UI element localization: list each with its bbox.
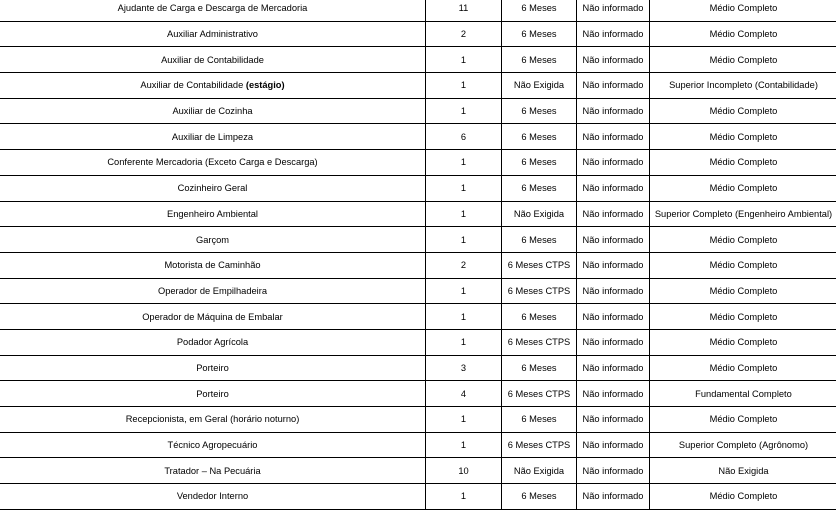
experience-cell: Não Exigida bbox=[502, 458, 577, 484]
table-row bbox=[0, 175, 836, 201]
education-cell: Superior Incompleto (Contabilidade) bbox=[650, 73, 836, 99]
info-cell: Não informado bbox=[577, 329, 650, 355]
info-cell: Não informado bbox=[577, 73, 650, 99]
experience-cell: 6 Meses CTPS bbox=[502, 329, 577, 355]
job-title-cell: Auxiliar Administrativo bbox=[0, 21, 426, 47]
job-title-cell: Porteiro bbox=[0, 355, 426, 381]
table-row bbox=[0, 0, 836, 21]
education-cell: Médio Completo bbox=[650, 407, 836, 433]
table-row bbox=[0, 227, 836, 253]
experience-cell: 6 Meses bbox=[502, 484, 577, 510]
table-row bbox=[0, 252, 836, 278]
experience-cell: 6 Meses bbox=[502, 175, 577, 201]
quantity-cell: 10 bbox=[426, 458, 502, 484]
info-cell: Não informado bbox=[577, 227, 650, 253]
experience-cell: 6 Meses bbox=[502, 47, 577, 73]
education-cell: Médio Completo bbox=[650, 21, 836, 47]
education-cell: Médio Completo bbox=[650, 304, 836, 330]
table-row bbox=[0, 355, 836, 381]
education-cell: Médio Completo bbox=[650, 150, 836, 176]
job-title-cell: Engenheiro Ambiental bbox=[0, 201, 426, 227]
experience-cell: 6 Meses bbox=[502, 355, 577, 381]
info-cell: Não informado bbox=[577, 21, 650, 47]
education-cell: Médio Completo bbox=[650, 124, 836, 150]
table-row bbox=[0, 458, 836, 484]
quantity-cell: 2 bbox=[426, 252, 502, 278]
job-title-cell: Garçom bbox=[0, 227, 426, 253]
quantity-cell: 1 bbox=[426, 98, 502, 124]
job-title-cell: Podador Agrícola bbox=[0, 329, 426, 355]
job-title-cell: Porteiro bbox=[0, 381, 426, 407]
experience-cell: 6 Meses bbox=[502, 124, 577, 150]
quantity-cell: 1 bbox=[426, 201, 502, 227]
quantity-cell: 1 bbox=[426, 73, 502, 99]
quantity-cell: 1 bbox=[426, 47, 502, 73]
table-row bbox=[0, 47, 836, 73]
info-cell: Não informado bbox=[577, 98, 650, 124]
info-cell: Não informado bbox=[577, 407, 650, 433]
education-cell: Não Exigida bbox=[650, 458, 836, 484]
quantity-cell: 1 bbox=[426, 304, 502, 330]
job-title-cell: Auxiliar de Contabilidade (estágio) bbox=[0, 73, 426, 99]
table-row bbox=[0, 484, 836, 510]
job-title-cell: Auxiliar de Limpeza bbox=[0, 124, 426, 150]
quantity-cell: 1 bbox=[426, 329, 502, 355]
table-row bbox=[0, 407, 836, 433]
table-row bbox=[0, 329, 836, 355]
education-cell: Médio Completo bbox=[650, 0, 836, 21]
job-title-cell: Auxiliar de Cozinha bbox=[0, 98, 426, 124]
table-row bbox=[0, 124, 836, 150]
education-cell: Médio Completo bbox=[650, 329, 836, 355]
info-cell: Não informado bbox=[577, 150, 650, 176]
table-row bbox=[0, 73, 836, 99]
experience-cell: 6 Meses bbox=[502, 304, 577, 330]
education-cell: Superior Completo (Agrônomo) bbox=[650, 432, 836, 458]
education-cell: Médio Completo bbox=[650, 355, 836, 381]
info-cell: Não informado bbox=[577, 201, 650, 227]
table-row bbox=[0, 381, 836, 407]
experience-cell: 6 Meses bbox=[502, 150, 577, 176]
info-cell: Não informado bbox=[577, 0, 650, 21]
experience-cell: 6 Meses bbox=[502, 0, 577, 21]
job-title-cell: Operador de Máquina de Embalar bbox=[0, 304, 426, 330]
education-cell: Superior Completo (Engenheiro Ambiental) bbox=[650, 201, 836, 227]
info-cell: Não informado bbox=[577, 355, 650, 381]
education-cell: Fundamental Completo bbox=[650, 381, 836, 407]
quantity-cell: 1 bbox=[426, 175, 502, 201]
quantity-cell: 1 bbox=[426, 278, 502, 304]
experience-cell: 6 Meses CTPS bbox=[502, 252, 577, 278]
quantity-cell: 2 bbox=[426, 21, 502, 47]
job-title-cell: Vendedor Interno bbox=[0, 484, 426, 510]
quantity-cell: 1 bbox=[426, 432, 502, 458]
quantity-cell: 3 bbox=[426, 355, 502, 381]
experience-cell: Não Exigida bbox=[502, 201, 577, 227]
job-title-cell: Ajudante de Carga e Descarga de Mercadoria bbox=[0, 0, 426, 21]
info-cell: Não informado bbox=[577, 175, 650, 201]
info-cell: Não informado bbox=[577, 278, 650, 304]
experience-cell: 6 Meses bbox=[502, 21, 577, 47]
table-row bbox=[0, 21, 836, 47]
experience-cell: 6 Meses bbox=[502, 227, 577, 253]
education-cell: Médio Completo bbox=[650, 98, 836, 124]
info-cell: Não informado bbox=[577, 381, 650, 407]
quantity-cell: 6 bbox=[426, 124, 502, 150]
job-title-cell: Técnico Agropecuário bbox=[0, 432, 426, 458]
job-title-cell: Tratador – Na Pecuária bbox=[0, 458, 426, 484]
quantity-cell: 1 bbox=[426, 407, 502, 433]
experience-cell: 6 Meses CTPS bbox=[502, 381, 577, 407]
info-cell: Não informado bbox=[577, 458, 650, 484]
quantity-cell: 11 bbox=[426, 0, 502, 21]
info-cell: Não informado bbox=[577, 47, 650, 73]
table-row bbox=[0, 201, 836, 227]
info-cell: Não informado bbox=[577, 484, 650, 510]
job-title-note: (estágio) bbox=[245, 80, 285, 91]
experience-cell: 6 Meses bbox=[502, 407, 577, 433]
quantity-cell: 1 bbox=[426, 227, 502, 253]
education-cell: Médio Completo bbox=[650, 47, 836, 73]
quantity-cell: 4 bbox=[426, 381, 502, 407]
experience-cell: 6 Meses bbox=[502, 98, 577, 124]
info-cell: Não informado bbox=[577, 124, 650, 150]
experience-cell: 6 Meses CTPS bbox=[502, 278, 577, 304]
job-title-cell: Motorista de Caminhão bbox=[0, 252, 426, 278]
table-row bbox=[0, 304, 836, 330]
quantity-cell: 1 bbox=[426, 484, 502, 510]
education-cell: Médio Completo bbox=[650, 252, 836, 278]
education-cell: Médio Completo bbox=[650, 278, 836, 304]
education-cell: Médio Completo bbox=[650, 175, 836, 201]
job-title-cell: Operador de Empilhadeira bbox=[0, 278, 426, 304]
job-title-cell: Recepcionista, em Geral (horário noturno) bbox=[0, 407, 426, 433]
table-row bbox=[0, 432, 836, 458]
job-title-cell: Conferente Mercadoria (Exceto Carga e Descarga) bbox=[0, 150, 426, 176]
job-title-cell: Auxiliar de Contabilidade bbox=[0, 47, 426, 73]
quantity-cell: 1 bbox=[426, 150, 502, 176]
job-title-cell: Cozinheiro Geral bbox=[0, 175, 426, 201]
education-cell: Médio Completo bbox=[650, 227, 836, 253]
table-row bbox=[0, 150, 836, 176]
experience-cell: Não Exigida bbox=[502, 73, 577, 99]
info-cell: Não informado bbox=[577, 304, 650, 330]
table-row bbox=[0, 98, 836, 124]
table-row bbox=[0, 278, 836, 304]
experience-cell: 6 Meses CTPS bbox=[502, 432, 577, 458]
info-cell: Não informado bbox=[577, 432, 650, 458]
info-cell: Não informado bbox=[577, 252, 650, 278]
education-cell: Médio Completo bbox=[650, 484, 836, 510]
